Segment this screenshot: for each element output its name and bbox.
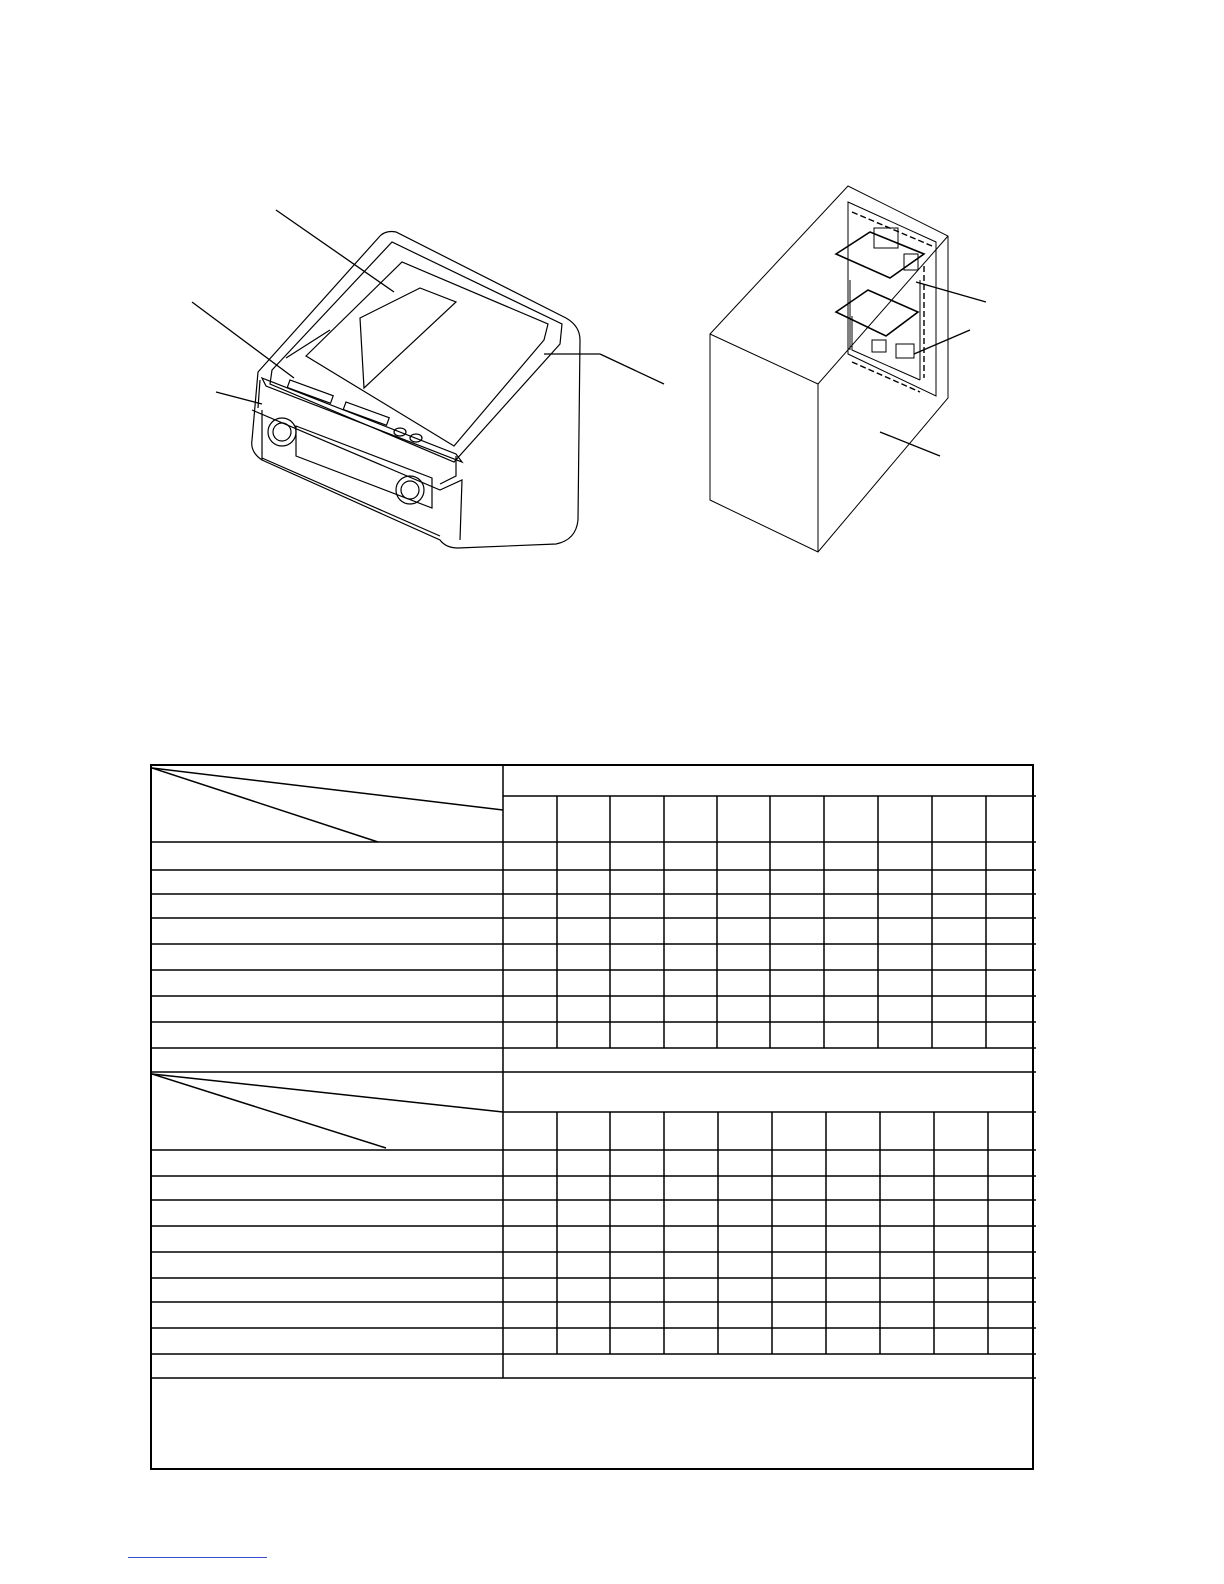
- callout-line-board-bottom: [914, 330, 970, 354]
- printer-button-strip-2: [343, 402, 389, 425]
- printer-button-strip-1: [287, 380, 333, 403]
- printer-window: [306, 262, 548, 446]
- callout-line-lid: [600, 354, 664, 384]
- callout-line-paper: [276, 210, 394, 292]
- table-grid: [152, 766, 1036, 1472]
- callout-line-board-top: [916, 282, 986, 302]
- printer-paper-sheet: [360, 288, 456, 388]
- callout-line-cabinet: [880, 432, 940, 456]
- cabinet-outline: [710, 186, 948, 552]
- printer-front-face: [252, 410, 462, 540]
- cabinet-illustration: [700, 180, 1000, 560]
- callout-line-slot: [192, 302, 294, 378]
- specification-table: [150, 764, 1034, 1470]
- callout-line-front: [216, 392, 262, 404]
- cabinet-front-edge: [710, 334, 818, 552]
- printer-front-panel: [296, 426, 432, 508]
- circuit-board-upper: [836, 232, 924, 278]
- printer-illustration: [180, 200, 680, 560]
- footer-rule: [128, 1557, 267, 1558]
- printer-body-outline: [252, 232, 580, 549]
- printer-lid-inner: [270, 242, 562, 462]
